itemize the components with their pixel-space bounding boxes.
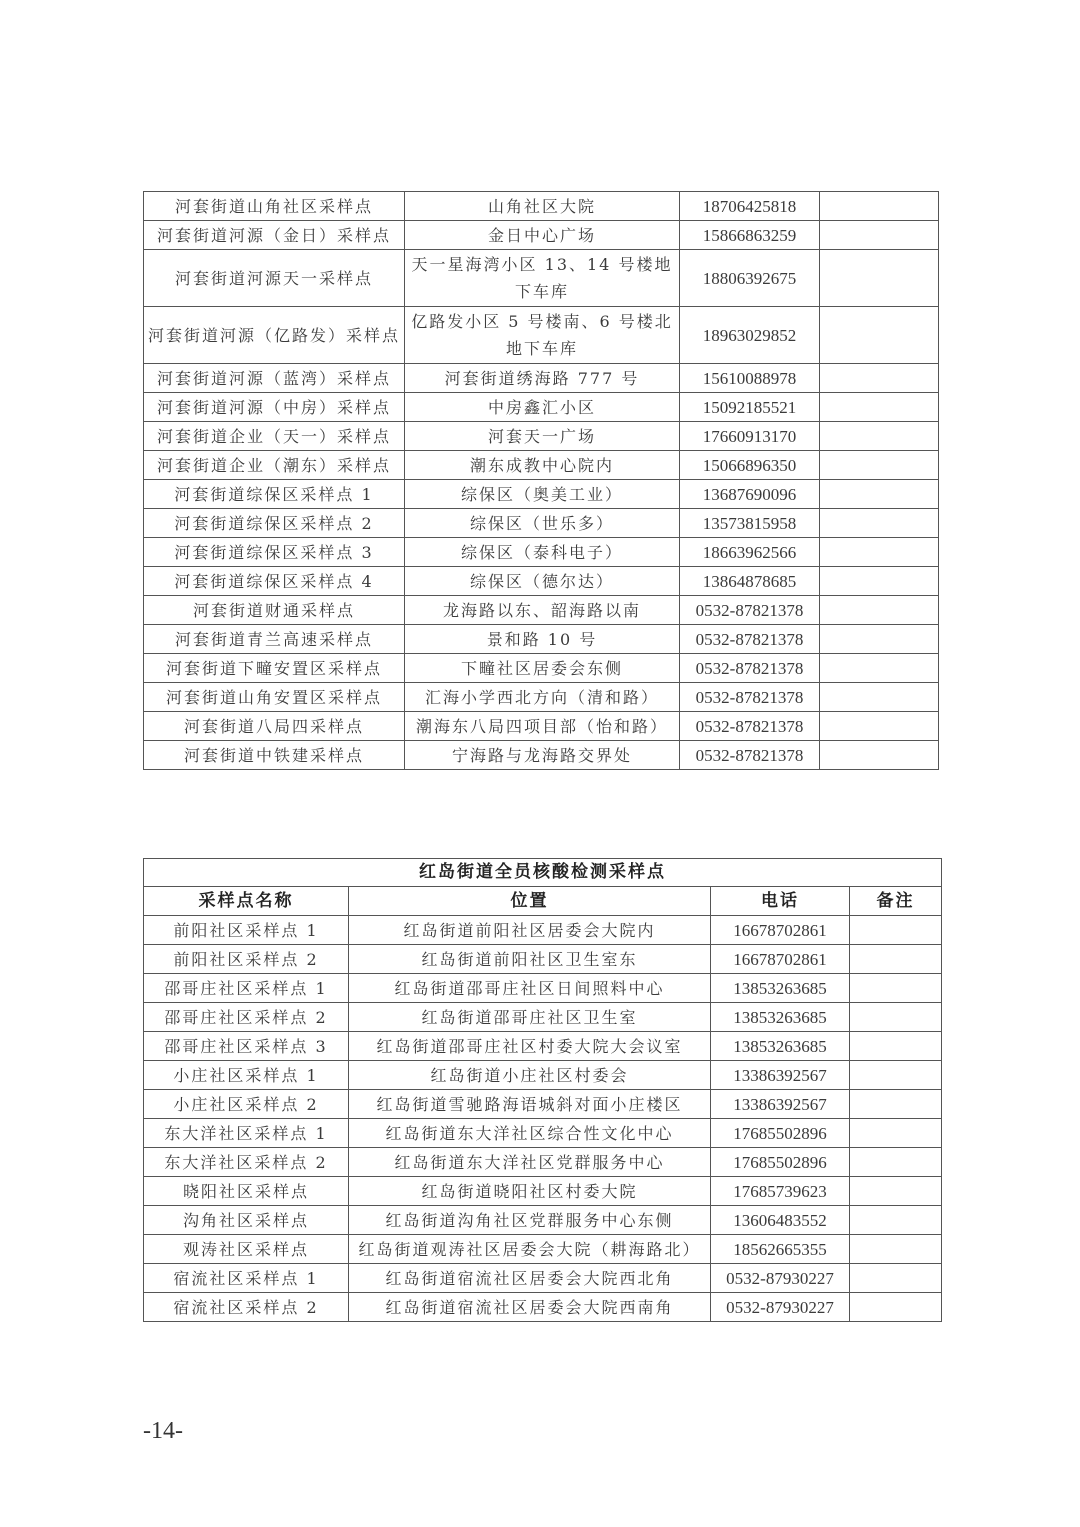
cell-note xyxy=(850,1235,942,1264)
cell-note xyxy=(820,250,939,307)
cell-phone: 18663962566 xyxy=(680,538,820,567)
cell-phone: 0532-87930227 xyxy=(711,1264,850,1293)
table-row xyxy=(144,1264,942,1293)
table-row xyxy=(144,741,939,770)
cell-name: 河套街道河源（亿路发）采样点 xyxy=(144,307,405,364)
cell-phone: 18562665355 xyxy=(711,1235,850,1264)
cell-note xyxy=(820,538,939,567)
cell-name: 小庄社区采样点 2 xyxy=(144,1090,349,1119)
cell-note xyxy=(850,1090,942,1119)
hetao-table-body xyxy=(144,192,939,770)
cell-note xyxy=(850,1148,942,1177)
cell-note xyxy=(820,567,939,596)
header-note: 备注 xyxy=(850,887,942,916)
cell-note xyxy=(850,1119,942,1148)
cell-location: 红岛街道东大洋社区党群服务中心 xyxy=(349,1148,711,1177)
cell-note xyxy=(850,1032,942,1061)
table-row xyxy=(144,1177,942,1206)
cell-note xyxy=(820,683,939,712)
cell-phone: 0532-87821378 xyxy=(680,625,820,654)
cell-note xyxy=(820,221,939,250)
cell-location: 红岛街道宿流社区居委会大院西北角 xyxy=(349,1264,711,1293)
cell-location: 红岛街道东大洋社区综合性文化中心 xyxy=(349,1119,711,1148)
table-row xyxy=(144,192,939,221)
cell-name: 宿流社区采样点 2 xyxy=(144,1293,349,1322)
cell-phone: 0532-87821378 xyxy=(680,683,820,712)
cell-location: 红岛街道雪驰路海语城斜对面小庄楼区 xyxy=(349,1090,711,1119)
cell-location: 红岛街道邵哥庄社区日间照料中心 xyxy=(349,974,711,1003)
cell-phone: 0532-87821378 xyxy=(680,596,820,625)
table-row xyxy=(144,1090,942,1119)
cell-location: 综保区（泰科电子） xyxy=(405,538,680,567)
page-number: -14- xyxy=(143,1418,183,1444)
cell-phone: 0532-87821378 xyxy=(680,741,820,770)
cell-name: 宿流社区采样点 1 xyxy=(144,1264,349,1293)
table-row xyxy=(144,1235,942,1264)
cell-note xyxy=(850,974,942,1003)
table-title: 红岛街道全员核酸检测采样点 xyxy=(144,859,942,887)
table-title-row xyxy=(144,859,942,887)
cell-location: 红岛街道邵哥庄社区卫生室 xyxy=(349,1003,711,1032)
cell-name: 河套街道综保区采样点 3 xyxy=(144,538,405,567)
cell-location: 红岛街道沟角社区党群服务中心东侧 xyxy=(349,1206,711,1235)
header-phone: 电话 xyxy=(711,887,850,916)
cell-note xyxy=(820,712,939,741)
hetao-sampling-table xyxy=(143,191,939,770)
table-row xyxy=(144,1148,942,1177)
cell-name: 河套街道河源（蓝湾）采样点 xyxy=(144,364,405,393)
table-row xyxy=(144,596,939,625)
cell-location: 红岛街道前阳社区卫生室东 xyxy=(349,945,711,974)
cell-location: 景和路 10 号 xyxy=(405,625,680,654)
table-row xyxy=(144,250,939,307)
hongdao-table-body xyxy=(144,916,942,1322)
cell-name: 河套街道企业（天一）采样点 xyxy=(144,422,405,451)
cell-location: 综保区（奥美工业） xyxy=(405,480,680,509)
cell-location: 红岛街道宿流社区居委会大院西南角 xyxy=(349,1293,711,1322)
cell-name: 河套街道中铁建采样点 xyxy=(144,741,405,770)
cell-phone: 13386392567 xyxy=(711,1090,850,1119)
cell-phone: 13687690096 xyxy=(680,480,820,509)
cell-phone: 13853263685 xyxy=(711,1003,850,1032)
table-header-row xyxy=(144,887,942,916)
cell-name: 河套街道河源（金日）采样点 xyxy=(144,221,405,250)
cell-phone: 13573815958 xyxy=(680,509,820,538)
cell-location: 综保区（德尔达） xyxy=(405,567,680,596)
cell-name: 小庄社区采样点 1 xyxy=(144,1061,349,1090)
cell-note xyxy=(820,451,939,480)
cell-phone: 13386392567 xyxy=(711,1061,850,1090)
cell-note xyxy=(820,480,939,509)
cell-location: 龙海路以东、韶海路以南 xyxy=(405,596,680,625)
cell-phone: 15092185521 xyxy=(680,393,820,422)
cell-note xyxy=(850,1206,942,1235)
table-row xyxy=(144,916,942,945)
cell-name: 河套街道河源天一采样点 xyxy=(144,250,405,307)
header-location: 位置 xyxy=(349,887,711,916)
cell-note xyxy=(820,509,939,538)
cell-phone: 13853263685 xyxy=(711,1032,850,1061)
cell-name: 东大洋社区采样点 1 xyxy=(144,1119,349,1148)
cell-phone: 16678702861 xyxy=(711,916,850,945)
cell-note xyxy=(820,364,939,393)
cell-phone: 15610088978 xyxy=(680,364,820,393)
cell-phone: 0532-87821378 xyxy=(680,712,820,741)
cell-phone: 0532-87930227 xyxy=(711,1293,850,1322)
cell-note xyxy=(850,1264,942,1293)
cell-location: 山角社区大院 xyxy=(405,192,680,221)
cell-name: 邵哥庄社区采样点 3 xyxy=(144,1032,349,1061)
cell-location: 红岛街道小庄社区村委会 xyxy=(349,1061,711,1090)
cell-location: 汇海小学西北方向（清和路） xyxy=(405,683,680,712)
cell-name: 河套街道青兰高速采样点 xyxy=(144,625,405,654)
table-row xyxy=(144,538,939,567)
cell-location: 红岛街道前阳社区居委会大院内 xyxy=(349,916,711,945)
table-row xyxy=(144,712,939,741)
cell-note xyxy=(820,307,939,364)
cell-name: 河套街道综保区采样点 2 xyxy=(144,509,405,538)
cell-note xyxy=(820,596,939,625)
cell-name: 河套街道河源（中房）采样点 xyxy=(144,393,405,422)
cell-phone: 17660913170 xyxy=(680,422,820,451)
cell-phone: 15066896350 xyxy=(680,451,820,480)
cell-name: 河套街道企业（潮东）采样点 xyxy=(144,451,405,480)
table-row xyxy=(144,1061,942,1090)
cell-phone: 13853263685 xyxy=(711,974,850,1003)
cell-note xyxy=(820,393,939,422)
cell-note xyxy=(850,1177,942,1206)
cell-location: 红岛街道观涛社区居委会大院（耕海路北） xyxy=(349,1235,711,1264)
table-row xyxy=(144,451,939,480)
cell-note xyxy=(820,654,939,683)
cell-location: 综保区（世乐多） xyxy=(405,509,680,538)
cell-location: 下疃社区居委会东侧 xyxy=(405,654,680,683)
cell-note xyxy=(850,1003,942,1032)
table-row xyxy=(144,945,942,974)
table-row xyxy=(144,422,939,451)
table-row xyxy=(144,509,939,538)
cell-phone: 17685502896 xyxy=(711,1119,850,1148)
table-row xyxy=(144,974,942,1003)
cell-location: 中房鑫汇小区 xyxy=(405,393,680,422)
cell-location: 潮海东八局四项目部（怡和路） xyxy=(405,712,680,741)
cell-location: 河套天一广场 xyxy=(405,422,680,451)
table-row xyxy=(144,480,939,509)
cell-name: 河套街道山角社区采样点 xyxy=(144,192,405,221)
cell-phone: 16678702861 xyxy=(711,945,850,974)
table-row xyxy=(144,1003,942,1032)
table-row xyxy=(144,654,939,683)
cell-name: 邵哥庄社区采样点 2 xyxy=(144,1003,349,1032)
cell-note xyxy=(850,1061,942,1090)
cell-name: 河套街道综保区采样点 1 xyxy=(144,480,405,509)
cell-note xyxy=(820,625,939,654)
cell-name: 河套街道山角安置区采样点 xyxy=(144,683,405,712)
cell-location: 红岛街道邵哥庄社区村委大院大会议室 xyxy=(349,1032,711,1061)
table-row xyxy=(144,625,939,654)
cell-phone: 18706425818 xyxy=(680,192,820,221)
cell-phone: 13606483552 xyxy=(711,1206,850,1235)
cell-phone: 18806392675 xyxy=(680,250,820,307)
hongdao-sampling-table xyxy=(143,858,942,1322)
table-row xyxy=(144,567,939,596)
cell-name: 前阳社区采样点 1 xyxy=(144,916,349,945)
cell-note xyxy=(850,945,942,974)
cell-note xyxy=(820,741,939,770)
header-name: 采样点名称 xyxy=(144,887,349,916)
table-row xyxy=(144,1206,942,1235)
cell-phone: 0532-87821378 xyxy=(680,654,820,683)
cell-location: 宁海路与龙海路交界处 xyxy=(405,741,680,770)
table-row xyxy=(144,1119,942,1148)
cell-location: 天一星海湾小区 13、14 号楼地下车库 xyxy=(405,250,680,307)
cell-phone: 18963029852 xyxy=(680,307,820,364)
table-row xyxy=(144,1032,942,1061)
cell-location: 亿路发小区 5 号楼南、6 号楼北地下车库 xyxy=(405,307,680,364)
cell-name: 前阳社区采样点 2 xyxy=(144,945,349,974)
cell-note xyxy=(820,422,939,451)
cell-name: 沟角社区采样点 xyxy=(144,1206,349,1235)
table-row xyxy=(144,221,939,250)
cell-name: 东大洋社区采样点 2 xyxy=(144,1148,349,1177)
cell-phone: 17685502896 xyxy=(711,1148,850,1177)
cell-phone: 17685739623 xyxy=(711,1177,850,1206)
cell-name: 观涛社区采样点 xyxy=(144,1235,349,1264)
cell-location: 河套街道绣海路 777 号 xyxy=(405,364,680,393)
table-row xyxy=(144,393,939,422)
cell-name: 晓阳社区采样点 xyxy=(144,1177,349,1206)
cell-location: 潮东成教中心院内 xyxy=(405,451,680,480)
cell-name: 河套街道下疃安置区采样点 xyxy=(144,654,405,683)
cell-location: 金日中心广场 xyxy=(405,221,680,250)
table-row xyxy=(144,307,939,364)
cell-name: 河套街道综保区采样点 4 xyxy=(144,567,405,596)
cell-name: 邵哥庄社区采样点 1 xyxy=(144,974,349,1003)
cell-name: 河套街道八局四采样点 xyxy=(144,712,405,741)
table-row xyxy=(144,683,939,712)
table-row xyxy=(144,364,939,393)
table-row xyxy=(144,1293,942,1322)
cell-phone: 15866863259 xyxy=(680,221,820,250)
cell-phone: 13864878685 xyxy=(680,567,820,596)
cell-location: 红岛街道晓阳社区村委大院 xyxy=(349,1177,711,1206)
cell-note xyxy=(850,916,942,945)
cell-note xyxy=(850,1293,942,1322)
cell-name: 河套街道财通采样点 xyxy=(144,596,405,625)
cell-note xyxy=(820,192,939,221)
